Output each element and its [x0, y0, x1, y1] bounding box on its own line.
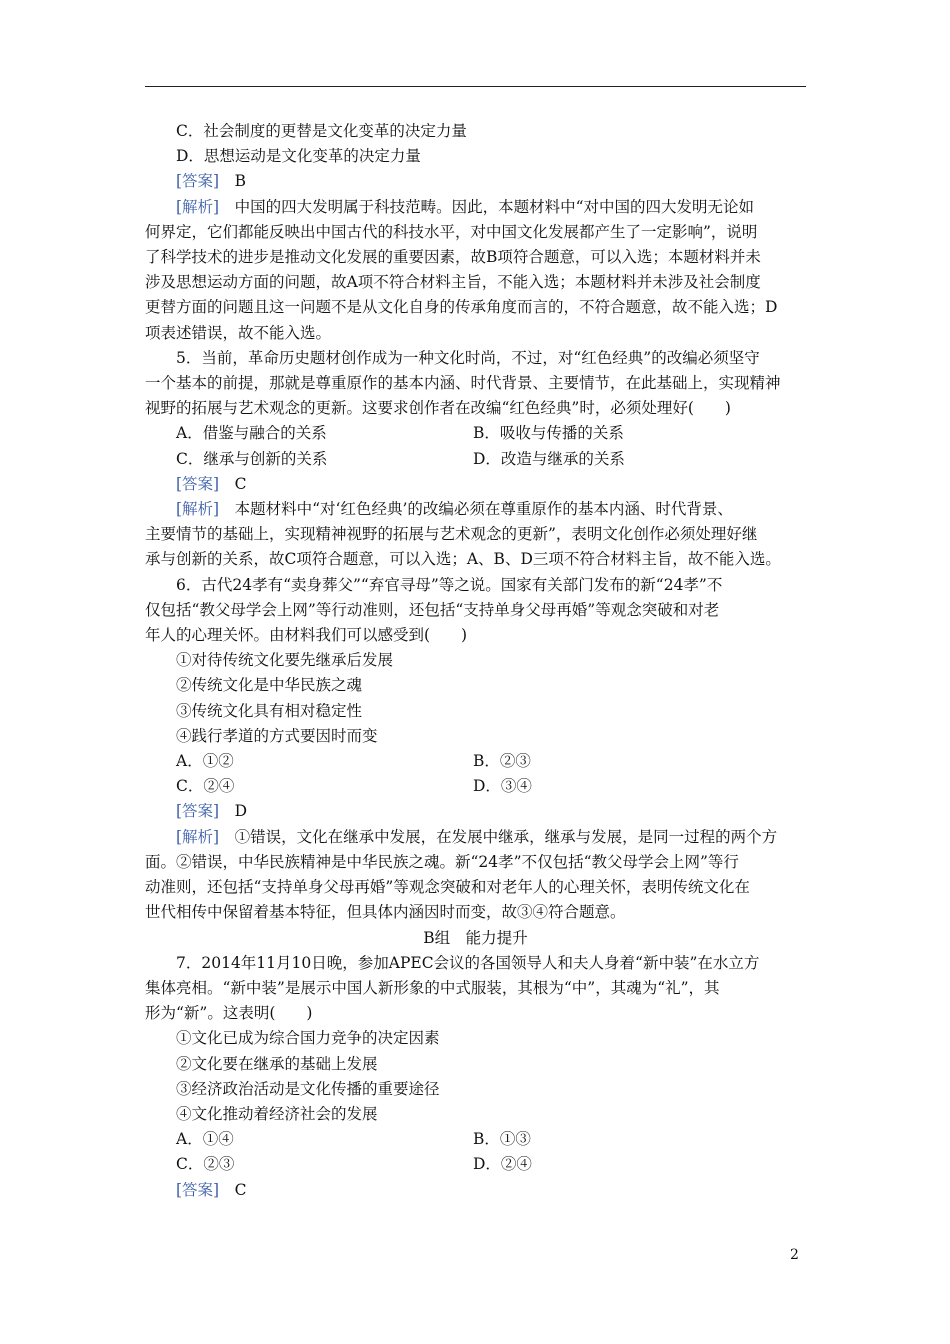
option-a: A．借鉴与融合的关系: [176, 424, 327, 443]
answer-tag: [答案]: [176, 474, 220, 493]
analysis-line: 了科学技术的进步是推动文化发展的重要因素，故B项符合题意，可以入选；本题材料并未: [145, 248, 761, 267]
answer-value: C: [234, 1180, 247, 1199]
option-b: B．①③: [473, 1130, 531, 1149]
answer-tag: [答案]: [176, 802, 220, 821]
analysis-line: 本题材料中“对‘红色经典’的改编必须在尊重原作的基本内涵、时代背景、: [234, 500, 733, 519]
q6-item-3: ③传统文化具有相对稳定性: [176, 701, 363, 720]
analysis-line: 世代相传中保留着基本特征，但具体内涵因时而变，故③④符合题意。: [145, 903, 626, 922]
analysis-line: 承与创新的关系，故C项符合题意，可以入选；A、B、D三项不符合材料主旨，故不能入选。: [145, 550, 781, 569]
stem-line: 一个基本的前提，那就是尊重原作的基本内涵、时代背景、主要情节，在此基础上，实现精神: [145, 374, 781, 393]
stem-line: 视野的拓展与艺术观念的更新。这要求创作者在改编“红色经典”时，必须处理好( ): [145, 399, 731, 418]
q7-item-4: ④文化推动着经济社会的发展: [176, 1104, 378, 1123]
section-title: B组 能力提升: [423, 928, 528, 947]
q5-stem: [145, 346, 806, 422]
stem-line: 5．当前，革命历史题材创作成为一种文化时尚，不过，对“红色经典”的改编必须坚守: [176, 348, 760, 367]
q5-answer: [145, 472, 806, 497]
answer-value: C: [234, 474, 247, 493]
analysis-line: 中国的四大发明属于科技范畴。因此，本题材料中“对中国的四大发明无论如: [234, 197, 755, 216]
option-a: A．①④: [176, 1130, 234, 1149]
q7-item-1: ①文化已成为综合国力竞争的决定因素: [176, 1029, 440, 1048]
q6-item-4: ④践行孝道的方式要因时而变: [176, 726, 378, 745]
stem-line: 年人的心理关怀。由材料我们可以感受到( ): [145, 626, 468, 645]
q4-option-c: C．社会制度的更替是文化变革的决定力量: [176, 122, 467, 140]
q7-answer: [145, 1178, 806, 1203]
q5-options-ab: [145, 421, 806, 446]
q5-options-cd: [145, 447, 806, 472]
q4-option-d: D．思想运动是文化变革的决定力量: [176, 147, 421, 166]
q5-analysis: [145, 497, 806, 573]
q6-options-cd: [145, 774, 806, 799]
q6-item-2: ②传统文化是中华民族之魂: [176, 676, 363, 695]
answer-value: B: [234, 172, 247, 191]
header-rule: [145, 86, 806, 87]
answer-tag: [答案]: [176, 172, 220, 191]
page-number: 2: [790, 1247, 799, 1263]
analysis-tag: [解析]: [176, 197, 220, 216]
analysis-tag: [解析]: [176, 827, 220, 846]
option-c: C．继承与创新的关系: [176, 449, 328, 468]
q4-analysis: [145, 195, 806, 346]
q7-options-ab: [145, 1127, 806, 1152]
stem-line: 集体亮相。“新中装”是展示中国人新形象的中式服装，其根为“中”，其魂为“礼”，其: [145, 978, 720, 997]
analysis-line: 主要情节的基础上，实现精神视野的拓展与艺术观念的更新”，表明文化创作必须处理好继: [145, 525, 758, 544]
stem-line: 7．2014年11月10日晚，参加APEC会议的各国领导人和夫人身着“新中装”在水立方: [176, 953, 760, 972]
q4-answer: [145, 169, 806, 194]
analysis-line: 项表述错误，故不能入选。: [145, 323, 332, 342]
analysis-line: 更替方面的问题且这一问题不是从文化自身的传承角度而言的，不符合题意，故不能入选；D: [145, 298, 778, 317]
q6-options-ab: [145, 749, 806, 774]
option-b: B．吸收与传播的关系: [473, 424, 624, 443]
analysis-line: 面。②错误，中华民族精神是中华民族之魂。新“24孝”不仅包括“教父母学会上网”等行: [145, 852, 739, 871]
q7-options-cd: [145, 1152, 806, 1177]
answer-value: D: [234, 802, 248, 821]
option-d: D．③④: [473, 777, 532, 796]
page-body: [145, 119, 806, 1203]
analysis-line: 动准则，还包括“支持单身父母再婚”等观念突破和对老年人的心理关怀，表明传统文化在: [145, 878, 750, 897]
option-b: B．②③: [473, 752, 531, 771]
analysis-line: 涉及思想运动方面的问题，故A项不符合材料主旨，不能入选；本题材料并未涉及社会制度: [145, 273, 761, 292]
q7-item-2: ②文化要在继承的基础上发展: [176, 1054, 378, 1073]
option-d: D．改造与继承的关系: [473, 449, 625, 468]
q6-item-1: ①对待传统文化要先继承后发展: [176, 651, 394, 670]
q6-analysis: [145, 825, 806, 926]
option-a: A．①②: [176, 752, 234, 771]
stem-line: 6．古代24孝有“卖身葬父”“弃官寻母”等之说。国家有关部门发布的新“24孝”不: [176, 575, 723, 594]
option-c: C．②③: [176, 1155, 235, 1174]
option-d: D．②④: [473, 1155, 532, 1174]
analysis-line: 何界定，它们都能反映出中国古代的科技水平，对中国文化发展都产生了一定影响”，说明: [145, 222, 758, 241]
q6-answer: [145, 799, 806, 824]
stem-line: 形为“新”。这表明( ): [145, 1004, 313, 1023]
analysis-tag: [解析]: [176, 500, 220, 519]
answer-tag: [答案]: [176, 1180, 220, 1199]
stem-line: 仅包括“教父母学会上网”等行动准则，还包括“支持单身父母再婚”等观念突破和对老: [145, 600, 720, 619]
option-c: C．②④: [176, 777, 235, 796]
q7-item-3: ③经济政治活动是文化传播的重要途径: [176, 1079, 440, 1098]
q6-stem: [145, 573, 806, 649]
analysis-line: ①错误，文化在继承中发展，在发展中继承，继承与发展，是同一过程的两个方: [234, 827, 778, 846]
q7-stem: [145, 951, 806, 1027]
